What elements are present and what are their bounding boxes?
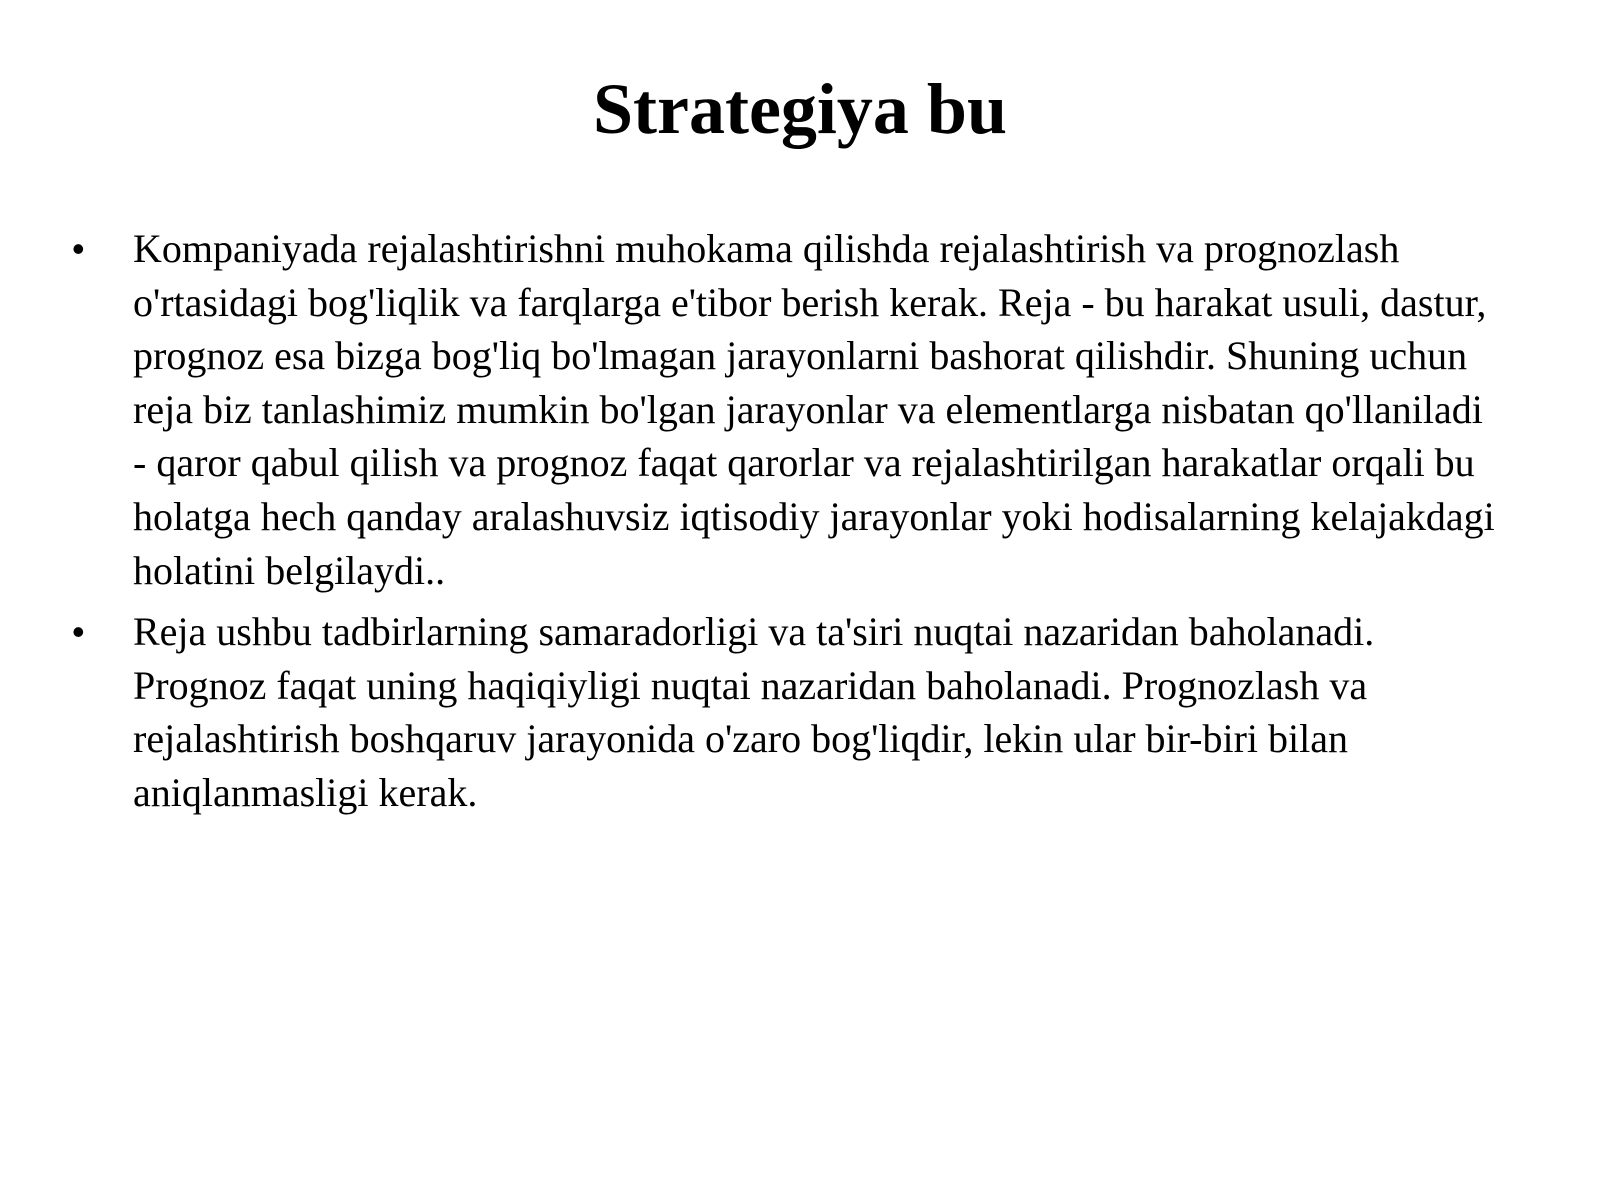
- bullet-item: [0, 222, 1503, 597]
- bullet-list: [0, 222, 1600, 828]
- bullet-item: [0, 605, 1503, 819]
- slide-title: Strategiya bu: [593, 69, 1007, 149]
- bullet-icon: •: [72, 611, 85, 653]
- bullet-text: Kompaniyada rejalashtirishni muhokama qilishda rejalashtirish va prognozlash o'rtasidagi bog'liqlik va farqlarga e'tibor berish kerak. Reja - bu harakat usuli, dastur, prognoz esa bizga bog'liq bo'lmagan jarayonlarni bashorat qilishdir. Shuning uchun reja biz tanlashimiz mumkin bo'lgan jarayonlar va elementlarga nisbatan qo'llaniladi - qaror qabul qilish va prognoz faqat qarorlar va rejalashtirilgan harakatlar orqali bu holatga hech qanday aralashuvsiz iqtisodiy jarayonlar yoki hodisalarning kelajakdagi holatini belgilaydi..: [133, 226, 1495, 593]
- bullet-icon: •: [72, 228, 85, 269]
- bullet-text: Reja ushbu tadbirlarning samaradorligi va ta'siri nuqtai nazaridan baholanadi. Prognoz faqat uning haqiqiyligi nuqtai nazaridan baholanadi. Prognozlash va rejalashtirish boshqaruv jarayonida o'zaro bog'liqdir, lekin ular bir-biri bilan aniqlanmasligi kerak.: [133, 609, 1375, 815]
